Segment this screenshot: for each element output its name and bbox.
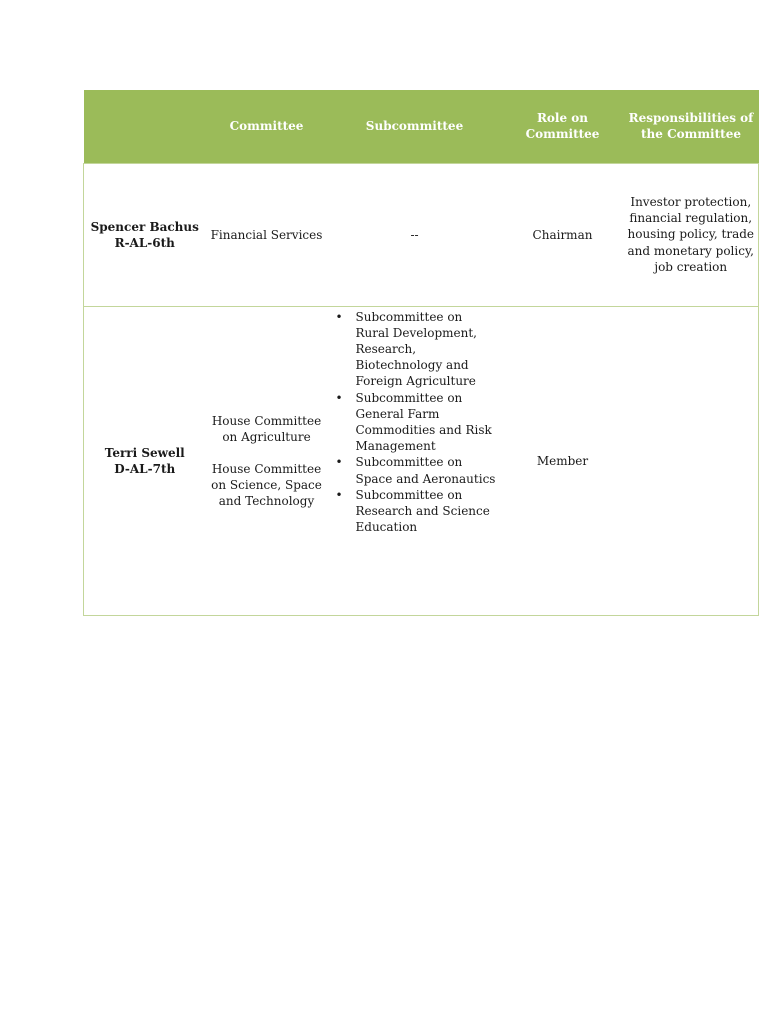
subcommittee-cell: -- [328,163,502,306]
committee-name: House Committee on Agriculture [211,413,322,444]
list-item: • Subcommittee on Space and Aeronautics [356,454,500,486]
committee-cell [206,163,328,306]
header-subcommittee: Subcommittee [328,90,502,163]
table-row [84,306,759,615]
member-district: D-AL-7th [114,461,176,476]
header-name [84,90,206,163]
responsibilities-cell [624,306,759,615]
committee-name: House Committee on Science, Space and Technology [211,461,322,508]
committee-table [83,90,759,616]
role-cell: Chairman [502,163,624,306]
list-item: • Subcommittee on Research and Science Education [356,487,500,536]
subcommittee-cell [328,306,502,615]
header-role: Role on Committee [502,90,624,163]
list-item: • Subcommittee on Rural Development, Research, Biotechnology and Foreign Agriculture [356,309,500,390]
member-cell [84,306,206,615]
member-name: Terri Sewell [104,445,185,460]
committee-table-container [83,90,758,616]
member-district: R-AL-6th [114,235,175,250]
table-row [84,163,759,306]
header-committee: Committee [206,90,328,163]
committee-cell [206,306,328,615]
member-cell [84,163,206,306]
committee-name: Financial Services [210,227,323,242]
header-row [84,90,759,163]
subcommittee-list [332,309,500,536]
header-responsibilities: Responsibilities of the Committee [624,90,759,163]
role-cell: Member [502,306,624,615]
member-name: Spencer Bachus [90,219,199,234]
list-item: • Subcommittee on General Farm Commodities and Risk Management [356,390,500,455]
responsibilities-cell: Investor protection, financial regulation, housing policy, trade and monetary policy, job creation [624,163,759,306]
